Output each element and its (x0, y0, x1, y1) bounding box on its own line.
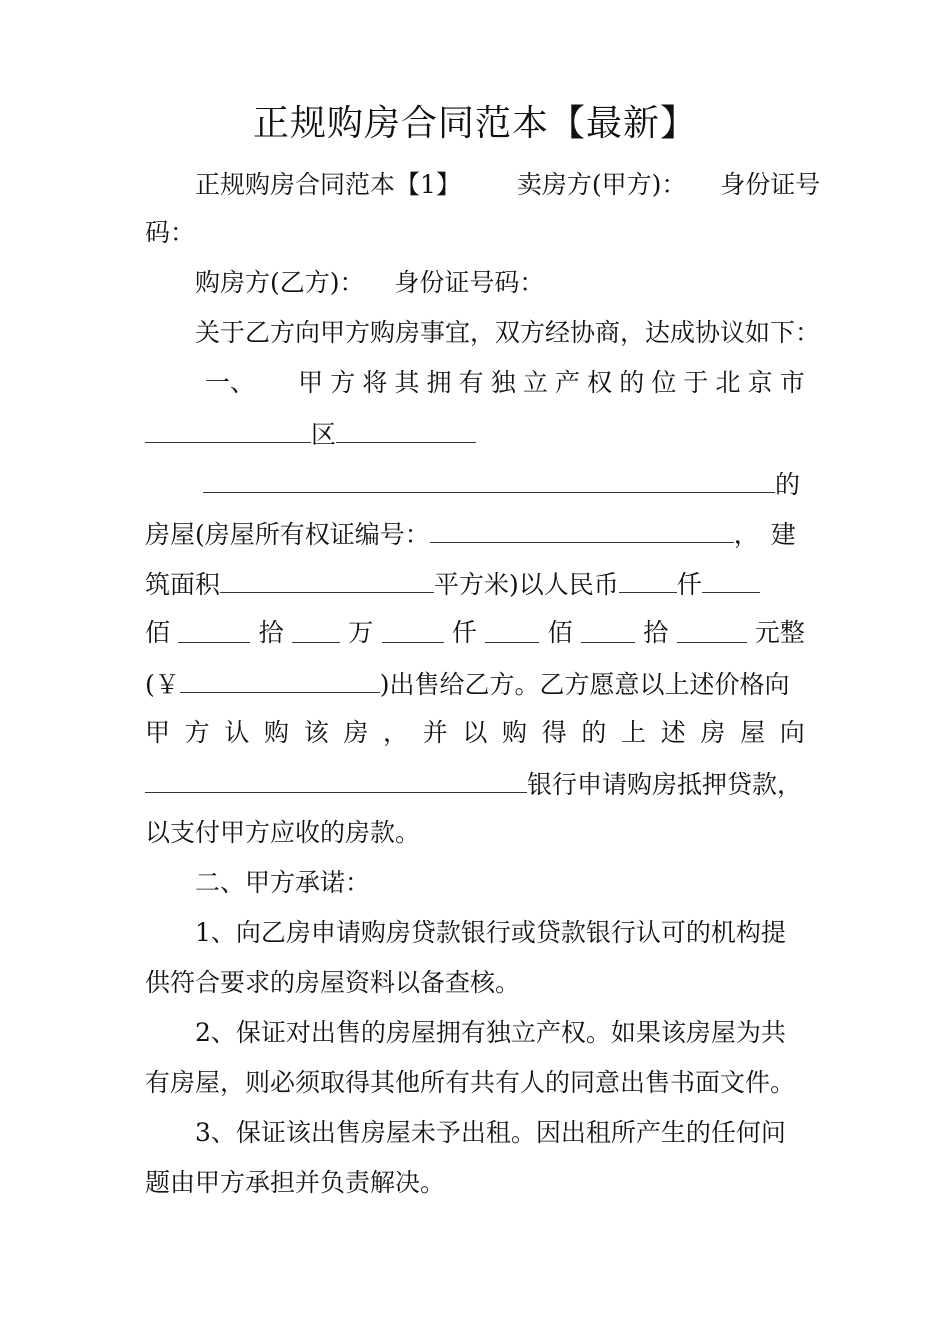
clause-word: 产 (554, 368, 580, 397)
clause-word: 位 (651, 368, 677, 397)
certificate-line (145, 516, 808, 550)
price-label: 平方米)以人民币 (434, 570, 619, 599)
clause-word: 独 (490, 368, 516, 397)
clause-word: 上 (621, 718, 647, 747)
seller-id-label: 身份证号 (720, 170, 821, 199)
buyer-label: 购房方(乙方)： (195, 268, 365, 297)
blank-field (292, 616, 340, 643)
blank-field (702, 566, 760, 593)
contract-heading: 正规购房合同范本【1】 (195, 170, 461, 199)
address-line (203, 466, 805, 500)
blank-field (430, 516, 734, 543)
certificate-suffix: ，建 (733, 520, 808, 549)
clause-word: 甲 (298, 368, 324, 397)
payment-line: 以支付甲方应收的房款。 (145, 818, 421, 847)
clause-word: 其 (394, 368, 420, 397)
clause-word: 将 (362, 368, 388, 397)
buyer-line (195, 266, 805, 300)
clause-word: 甲 (145, 718, 171, 747)
promise-3-line-2: 题由甲方承担并负责解决。 (145, 1168, 446, 1197)
area-label: 筑面积 (145, 570, 221, 599)
clause-1-number: 一、 (205, 368, 256, 397)
loan-line-1 (145, 716, 805, 750)
clause-word: 有 (458, 368, 484, 397)
clause-word: 并 (422, 718, 448, 747)
promise-3-line-1: 3、保证该出售房屋未予出租。因出租所产生的任何问 (195, 1118, 786, 1147)
sale-line (145, 666, 805, 700)
amount-unit: 拾 (643, 618, 669, 647)
agreement-intro: 关于乙方向甲方购房事宜，双方经协商，达成协议如下： (195, 318, 821, 347)
address-suffix: 的 (775, 470, 801, 499)
area-line (145, 566, 805, 600)
seller-label: 卖房方(甲方)： (516, 170, 687, 199)
currency-open: (￥ (145, 670, 180, 699)
section-2-heading: 二、甲方承诺： (195, 868, 371, 897)
clause-word: 方 (330, 368, 356, 397)
amount-unit: 元整 (754, 618, 805, 647)
clause-word: 的 (619, 368, 645, 397)
district-label: 区 (311, 420, 337, 449)
district-line (145, 416, 805, 450)
blank-field (677, 616, 747, 643)
amount-unit: 万 (348, 618, 374, 647)
clause-word: 该 (303, 718, 329, 747)
amount-unit: 仟 (676, 570, 702, 599)
blank-field (485, 616, 539, 643)
clause-word: 的 (581, 718, 607, 747)
clause-word: 立 (522, 368, 548, 397)
document-title: 正规购房合同范本【最新】 (252, 103, 697, 144)
clause-word: 购 (264, 718, 290, 747)
seller-id-label-cont: 码： (145, 218, 196, 247)
sale-text: )出售给乙方。乙方愿意以上述价格向 (379, 670, 790, 699)
promise-2-line-2: 有房屋，则必须取得其他所有共有人的同意出售书面文件。 (145, 1068, 796, 1097)
clause-word: 京 (747, 368, 773, 397)
promise-1-line-2: 供符合要求的房屋资料以备查核。 (145, 968, 521, 997)
promise-2-line-1: 2、保证对出售的房屋拥有独立产权。如果该房屋为共 (195, 1018, 786, 1047)
promise-1-line-1: 1、向乙房申请购房贷款银行或贷款银行认可的机构提 (195, 918, 786, 947)
clause-1-line-1 (205, 366, 805, 400)
clause-word: 方 (184, 718, 210, 747)
clause-word: 拥 (426, 368, 452, 397)
amount-unit: 仟 (451, 618, 477, 647)
blank-field (220, 566, 434, 593)
clause-word: 北 (715, 368, 741, 397)
buyer-id-label: 身份证号码： (394, 268, 545, 297)
blank-field (145, 416, 311, 443)
clause-word: 述 (660, 718, 686, 747)
clause-word: 得 (541, 718, 567, 747)
clause-word: 房 (343, 718, 369, 747)
clause-word: 屋 (740, 718, 766, 747)
clause-word: 向 (779, 718, 805, 747)
blank-field (178, 616, 250, 643)
blank-field (145, 766, 527, 793)
clause-word: 房 (700, 718, 726, 747)
amount-unit: 拾 (258, 618, 284, 647)
certificate-label: 房屋(房屋所有权证编号： (145, 520, 430, 549)
loan-line-2 (145, 766, 805, 800)
clause-word: 权 (587, 368, 613, 397)
amount-unit: 佰 (145, 618, 171, 647)
amount-unit: 佰 (547, 618, 573, 647)
blank-field (203, 466, 775, 493)
clause-word: 市 (779, 368, 805, 397)
paragraph-intro-line (195, 168, 821, 202)
blank-field (581, 616, 635, 643)
blank-field (180, 666, 380, 693)
clause-word: ， (383, 718, 409, 747)
clause-word: 认 (224, 718, 250, 747)
clause-word: 以 (462, 718, 488, 747)
blank-field (336, 416, 476, 443)
blank-field (382, 616, 444, 643)
clause-word: 于 (683, 368, 709, 397)
blank-field (619, 566, 677, 593)
clause-word: 购 (502, 718, 528, 747)
amount-line (145, 616, 805, 650)
bank-text: 银行申请购房抵押贷款， (527, 770, 803, 799)
